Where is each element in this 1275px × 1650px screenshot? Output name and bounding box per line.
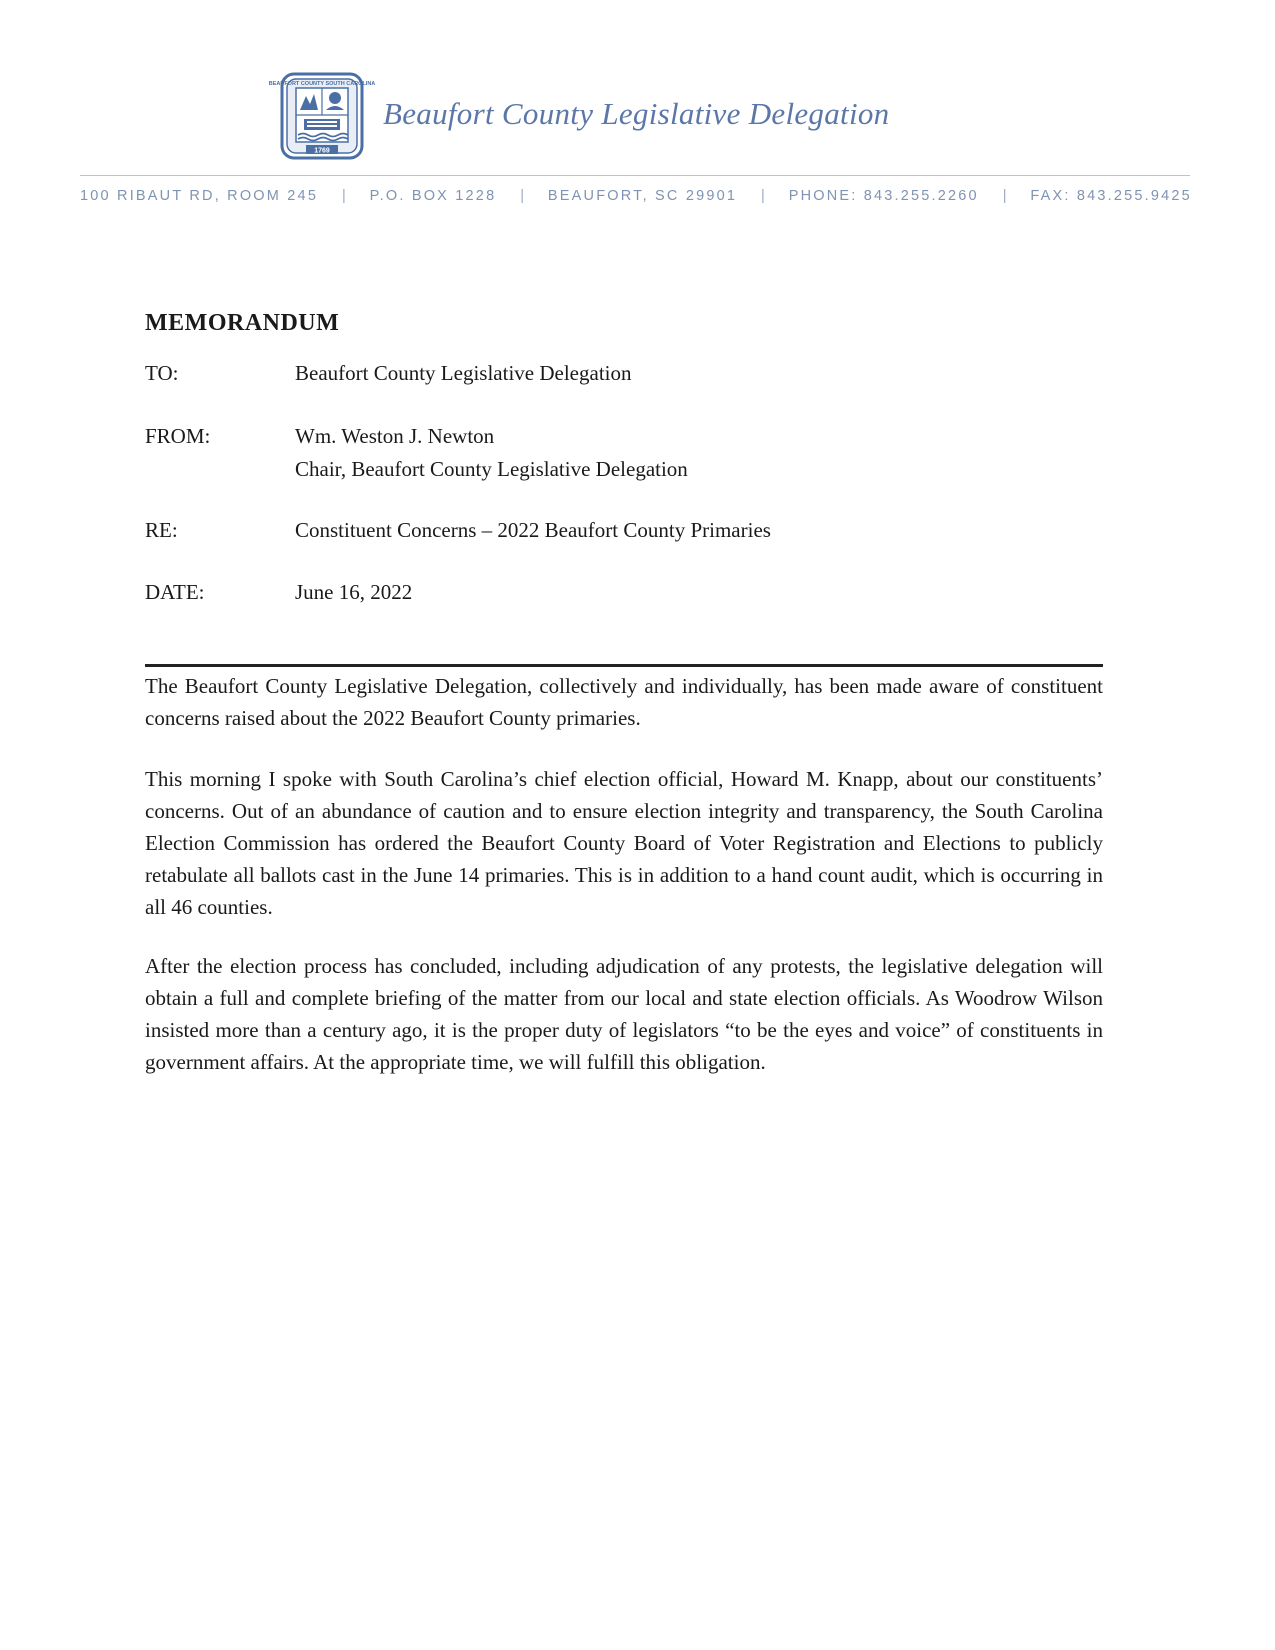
memo-title: MEMORANDUM — [145, 310, 340, 336]
re-value: Constituent Concerns – 2022 Beaufort County Primaries — [295, 518, 771, 542]
separator: | — [761, 188, 765, 204]
from-name: Wm. Weston J. Newton — [295, 424, 495, 448]
body-paragraph: The Beaufort County Legislative Delegation, collectively and individually, has been made aware of constituent concerns raised about the 2022 Beaufort County primaries. — [145, 674, 1103, 730]
contact-line — [80, 188, 1192, 204]
from-value — [295, 420, 688, 486]
date-label: DATE: — [145, 580, 205, 604]
date-value: June 16, 2022 — [295, 580, 413, 604]
seal-year: 1769 — [314, 147, 330, 155]
to-value: Beaufort County Legislative Delegation — [295, 361, 632, 385]
county-seal-logo — [268, 72, 376, 160]
city-state-zip: BEAUFORT, SC 29901 — [547, 188, 738, 204]
street-address: 100 RIBAUT RD, ROOM 245 — [80, 188, 319, 204]
body-paragraph: This morning I spoke with South Carolina’s chief election official, Howard M. Knapp, about our constituents’ concerns. Out of an abundance of caution and to ensure election integrity and transparency, the South Carolina Election Commission has ordered the Beaufort County Board of Voter Registration and Elections to publicly retabulate all ballots cast in the June 14 primaries. This is in addition to a hand count audit, which is occurring in all 46 counties. — [145, 767, 1103, 919]
memo-divider — [145, 664, 1103, 667]
organization-name: Beaufort County Legislative Delegation — [383, 96, 890, 131]
to-label: TO: — [145, 361, 179, 385]
letterhead — [0, 0, 1275, 215]
seal-text: BEAUFORT COUNTY SOUTH CAROLINA — [268, 81, 376, 87]
header-divider — [80, 175, 1190, 176]
separator: | — [520, 188, 525, 204]
separator: | — [1002, 188, 1007, 204]
re-label: RE: — [145, 518, 178, 542]
separator: | — [341, 188, 346, 204]
phone-number: PHONE: 843.255.2260 — [788, 188, 979, 204]
body-paragraph: After the election process has concluded, including adjudication of any protests, the legislative delegation will obtain a full and complete briefing of the matter from our local and state election officials. As Woodrow Wilson insisted more than a century ago, it is the proper duty of legislators “to be the eyes and voice” of constituents in government affairs. At the appropriate time, we will fulfill this obligation. — [145, 954, 1103, 1074]
from-title: Chair, Beaufort County Legislative Delegation — [295, 457, 688, 481]
po-box: P.O. BOX 1228 — [369, 188, 497, 204]
fax-number: FAX: 843.255.9425 — [1030, 188, 1192, 204]
from-label: FROM: — [145, 424, 211, 448]
